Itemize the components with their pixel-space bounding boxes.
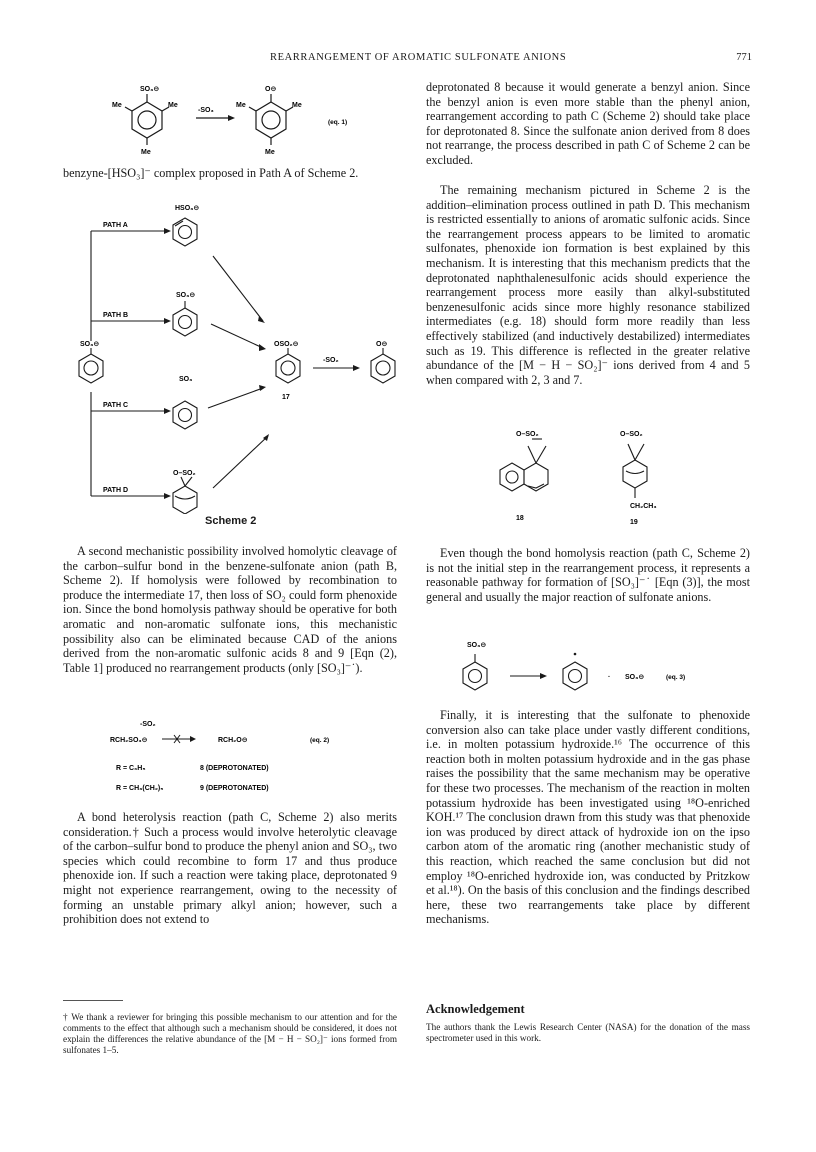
eq3-label: (eq. 3) <box>666 674 686 681</box>
o-so2-label: O–SO₂ <box>173 470 196 477</box>
eq1-me-left: Me <box>112 102 122 109</box>
eq1-me-bottom-product: Me <box>265 149 275 156</box>
so3-radical-label: SO₃⊖ <box>176 292 196 299</box>
eq3-plus: · <box>608 674 611 681</box>
hso3-label: HSO₃⊖ <box>175 205 200 212</box>
so3-label: SO₃ <box>179 376 193 383</box>
eq1-label: (eq. 1) <box>328 119 348 126</box>
struct19-ethyl: CH₂CH₃ <box>630 503 657 510</box>
right-paragraph-1: deprotonated 8 because it would generate a benzyl anion. Since the benzyl anion is even more stable than the phenyl anion, rearrangement according to path C (Scheme 2) should take place for deprotonated 8. Since the sulfonate anion derived from 8 does not rearrange, the process described in path C of Scheme 2 can be excluded. <box>426 80 750 167</box>
running-head: REARRANGEMENT OF AROMATIC SULFONATE ANIONS <box>270 52 567 63</box>
eq1-me-right: Me <box>168 102 178 109</box>
equation-3 <box>440 632 740 697</box>
eq1-so3: SO₃⊖ <box>140 86 160 93</box>
struct19-o-so2: O–SO₂ <box>620 431 643 438</box>
eq2-r1: R = C₆H₅ <box>116 765 146 772</box>
compound-19-label: 19 <box>630 519 638 526</box>
scheme-2 <box>63 196 403 514</box>
equation-2 <box>100 718 360 798</box>
compound-17-label: 17 <box>282 394 290 401</box>
eq2-product: RCH₂O⊖ <box>218 737 248 744</box>
eq3-so3: SO₃⊖ <box>467 642 487 649</box>
eq1-me-bottom: Me <box>141 149 151 156</box>
eq2-r1-tag: 8 (DEPROTONATED) <box>200 765 269 772</box>
path-c-label: PATH C <box>103 402 129 409</box>
phenoxide-label: O⊖ <box>376 341 388 348</box>
page-number: 771 <box>736 52 752 63</box>
compound-18-label: 18 <box>516 515 524 522</box>
structures-18-19 <box>470 420 730 530</box>
path-a-label: PATH A <box>103 222 128 229</box>
eq1-me-left-product: Me <box>236 102 246 109</box>
eq1-me-right-product: Me <box>292 102 302 109</box>
left-paragraph-1: benzyne-[HSO₃]⁻ complex proposed in Path A of Scheme 2. <box>63 166 359 180</box>
right-paragraph-4: Finally, it is interesting that the sulfonate to phenoxide conversion also can take place under vastly different conditions, i.e. in molten potassium hydroxide.¹⁶ The occurrence of this reaction both in molten potassium hydroxide and in the gas phase raises the possibility that the same mechanism may be operative for these two processes. The mechanism of the reaction in molten potassium hydroxide has been investigated using ¹⁸O-enriched KOH.¹⁷ The conclusion drawn from this study was that phenoxide ion was produced by direct attack of hydroxide ion on the ipso carbon atom of the aromatic ring (another mechanistic study of this reaction, which reached the same conclusion but did not employ ¹⁸O-enriched hydroxide ion, was conducted by Pritzkow et al.¹⁸). On the basis of this conclusion and the findings described here, these two rearrangements take place by different mechanisms. <box>426 708 750 927</box>
eq2-r2: R = CH₃(CH₂)₅ <box>116 785 164 792</box>
eq2-reactant: RCH₂SO₃⊖ <box>110 737 148 744</box>
path-d-label: PATH D <box>103 487 129 494</box>
footnote: † We thank a reviewer for bringing this possible mechanism to our attention and for the comments to the effect that although such a mechanism should be considered, it does not explain the differences the relative abundance of the [M − H − SO₂]⁻ ions formed from sulfonates 1–5. <box>63 1012 397 1055</box>
eq2-r2-tag: 9 (DEPROTONATED) <box>200 785 269 792</box>
loss-so2-label: -SO₂ <box>323 357 339 364</box>
footnote-rule <box>63 1000 123 1001</box>
acknowledgement-body: The authors thank the Lewis Research Center (NASA) for the donation of the mass spectrometer used in this work. <box>426 1022 750 1043</box>
scheme-2-caption: Scheme 2 <box>205 515 257 527</box>
start-so3: SO₃⊖ <box>80 341 100 348</box>
right-paragraph-2: The remaining mechanism pictured in Scheme 2 is the addition–elimination process outlined in path D. This mechanism is restricted essentially to anions of aromatic sulfonic acids. Since the rearrangement process appears to be limited to aromatic sulfonates, phenoxide ion formation is best explained by this mechanism. It is interesting that this mechanism predicts that the deprotonated naphthalenesulfonic acids should experience the rearrangement process more easily than alkyl-substituted benzenesulfonic acids since more highly resonance stabilized intermediates (e.g. 18) should form more readily than less effectively stabilized (and inductively destabilized) intermediates such as 19. This difference is reflected in the greater relative abundance of the [M − H − SO₂]⁻ ions derived from 4 and 5 when compared with 2, 3 and 7. <box>426 183 750 387</box>
right-paragraph-3: Even though the bond homolysis reaction (path C, Scheme 2) is not the initial step in the rearrangement process, it represents a reasonable pathway for formation of [SO₃]⁻˙ [Eqn (3)], the most general and usually the major reaction of sulfonate anions. <box>426 546 750 604</box>
struct18-o-so2: O–SO₂ <box>516 431 539 438</box>
path-b-label: PATH B <box>103 312 129 319</box>
eq1-arrow-label: -SO₃ <box>198 107 214 114</box>
eq1-phenoxide-o: O⊖ <box>265 86 277 93</box>
acknowledgement-heading: Acknowledgement <box>426 1002 525 1016</box>
left-paragraph-2: A second mechanistic possibility involved homolytic cleavage of the carbon–sulfur bond in the benzene-sulfonate anion (path B, Scheme 2). If homolysis were followed by recombination to produce the intermediate 17, then loss of SO₂ could form phenoxide ion. Since the bond homolysis pathway should be operative for both aromatic and non-aromatic sulfonate ions, this mechanistic possibility also can be eliminated because CAD of the anions derived from the non-aromatic sulfonic acids 8 and 9 [Eqn (2), Table 1] produced no rearrangement products (only [SO₃]⁻˙). <box>63 544 397 675</box>
oso2-label: OSO₂⊖ <box>274 341 299 348</box>
equation-1 <box>110 80 370 160</box>
eq3-so3-product: SO₃⊖ <box>625 674 645 681</box>
eq2-label: (eq. 2) <box>310 737 330 744</box>
eq2-arrow-label: -SO₂ <box>140 721 156 728</box>
left-paragraph-3: A bond heterolysis reaction (path C, Scheme 2) also merits consideration.† Such a process would involve heterolytic cleavage of the carbon–sulfur bond to produce the phenyl anion and SO₃, two species which could recombine to form 17 and thus produce phenoxide ion. If such a reaction were taking place, deprotonated 9 might not experience rearrangement, owing to the necessity of forming an unstable primary alkyl anion; however, such a prohibition does not extend to <box>63 810 397 927</box>
